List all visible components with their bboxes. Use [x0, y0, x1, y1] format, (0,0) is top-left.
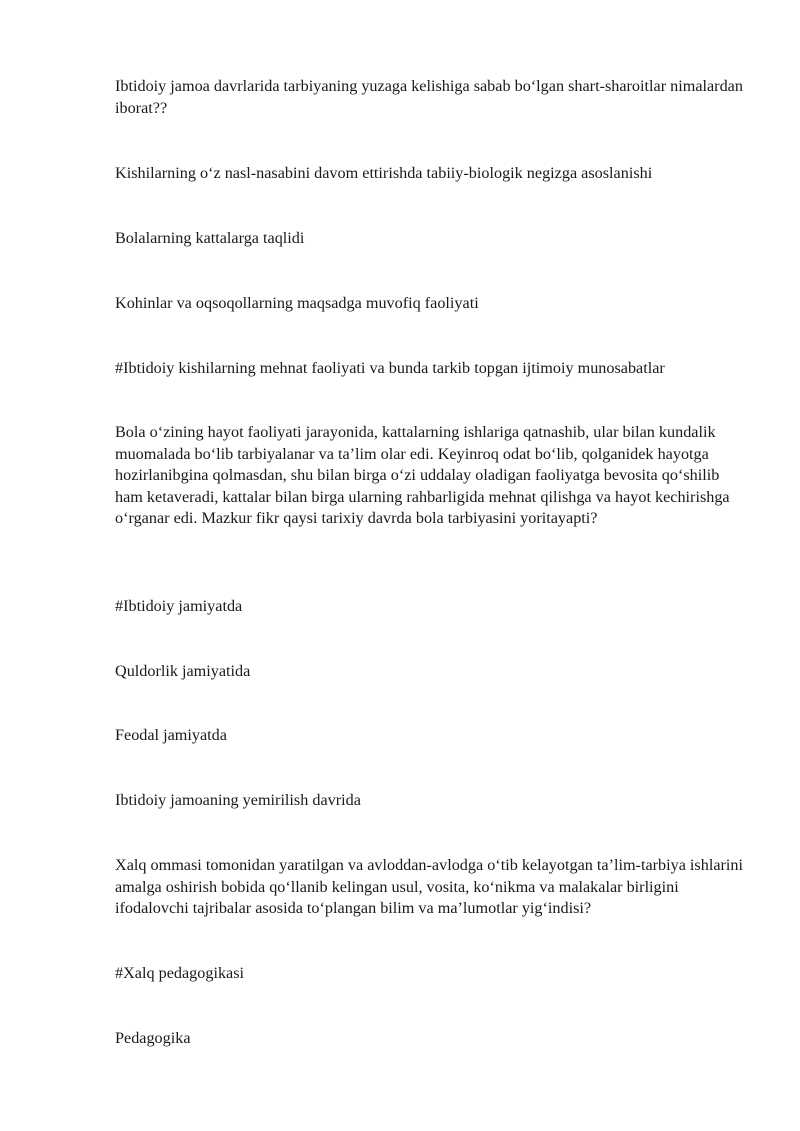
question-1-correct-option: #Ibtidoiy kishilarning mehnat faoliyati va bunda tarkib topgan ijtimoiy munosabatlar — [115, 359, 665, 377]
question-1-text: Ibtidoiy jamoa davrlarida tarbiyaning yuzaga kelishiga sabab bo‘lgan shart-sharoitlar nimalardan iborat?? — [115, 77, 743, 117]
question-2-option-4: Ibtidoiy jamoaning yemirilish davrida — [115, 791, 361, 809]
question-3-correct-option: #Xalq pedagogikasi — [115, 964, 245, 982]
question-3-option-2: Pedagogika — [115, 1029, 191, 1047]
question-2-option-3: Feodal jamiyatda — [115, 726, 227, 744]
question-1-option-1: Kishilarning o‘z nasl-nasabini davom ettirishda tabiiy-biologik negizga asoslanishi — [115, 164, 653, 182]
question-2-option-2: Quldorlik jamiyatida — [115, 662, 251, 680]
question-1-option-3: Kohinlar va oqsoqollarning maqsadga muvofiq faoliyati — [115, 294, 479, 312]
question-3-text: Xalq ommasi tomonidan yaratilgan va avloddan-avlodga o‘tib kelayotgan ta’lim-tarbiya ishlarini amalga oshirish bobida qo‘llanib kelingan usul, vosita, ko‘nikma va malakalar birligini ifodalovchi tajribalar asosida to‘plangan bilim va ma’lumotlar yig‘indisi? — [115, 856, 743, 917]
question-2-correct-option: #Ibtidoiy jamiyatda — [115, 597, 243, 615]
question-1-option-2: Bolalarning kattalarga taqlidi — [115, 229, 305, 247]
question-2-text: Bola o‘zining hayot faoliyati jarayonida, kattalarning ishlariga qatnashib, ular bilan kundalik muomalada bo‘lib tarbiyalanar va ta’lim olar edi. Keyinroq odat bo‘lib, qolganidek hayotga hozirlanibgina qolmasdan, shu bilan birga o‘zi uddalay oladigan faoliyatga bevosita qo‘shilib ham ketaveradi, kattalar bilan birga ularning rahbarligida mehnat qilishga va hayot kechirishga o‘rganar edi. Mazkur fikr qaysi tarixiy davrda bola tarbiyasini yoritayapti? — [115, 423, 730, 527]
